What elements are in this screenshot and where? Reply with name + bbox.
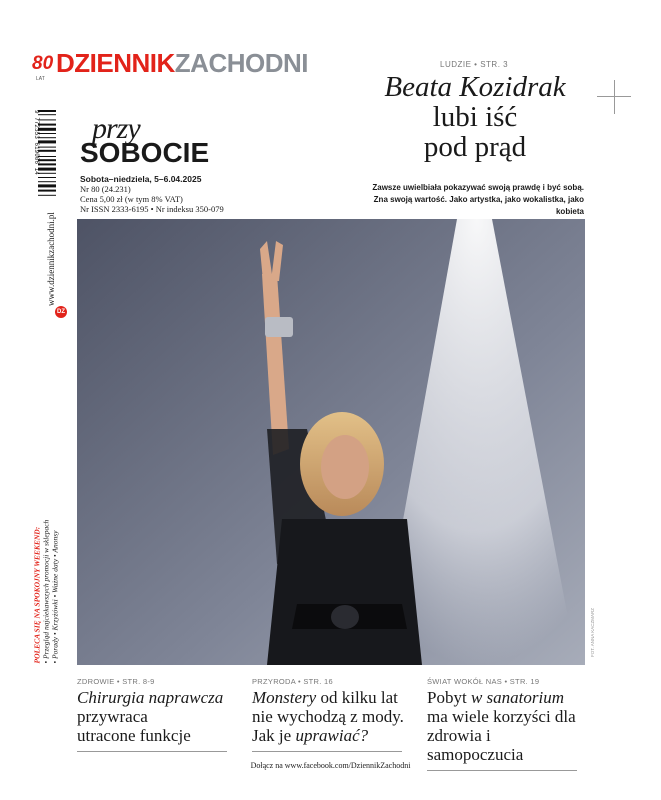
brand-part-2: ZACHODNI bbox=[174, 48, 308, 78]
headline-italic: Monstery bbox=[252, 688, 317, 707]
issue-price: Cena 5,00 zł (w tym 8% VAT) bbox=[80, 194, 183, 204]
anniversary-logo-icon bbox=[32, 51, 54, 73]
issue-issn: Nr ISSN 2333-6195 • Nr indeksu 350-079 bbox=[80, 204, 224, 214]
barcode-bar bbox=[38, 181, 56, 182]
barcode-bar bbox=[38, 184, 56, 187]
lead-line-2: Zna swoją wartość. Jako artystka, jako wokalistka, jako kobieta bbox=[373, 195, 584, 216]
dz-badge-icon: DZ bbox=[55, 306, 67, 318]
barcode-bar bbox=[38, 177, 56, 178]
supplement-title: SOBOCIE bbox=[80, 137, 210, 168]
story-kicker: PRZYRODA • STR. 16 bbox=[252, 677, 333, 686]
top-story-lead bbox=[344, 182, 584, 218]
registration-mark-v bbox=[614, 80, 615, 114]
website-url: www.dziennikzachodni.pl bbox=[46, 212, 56, 306]
story-headline bbox=[427, 688, 585, 764]
barcode-bar bbox=[38, 195, 56, 196]
photo-credit-text: FOT. ANNA KACZMARZ bbox=[590, 607, 596, 658]
photo-credit bbox=[588, 607, 598, 660]
issue-number: Nr 80 (24.231) bbox=[80, 184, 131, 194]
supplement-przy: przy bbox=[92, 112, 140, 145]
headline-line-2: lubi iść bbox=[432, 101, 518, 133]
logo-number: 80 bbox=[32, 53, 54, 73]
headline-italic: w sanatorium bbox=[470, 688, 564, 707]
headline-italic: uprawiać? bbox=[295, 726, 369, 745]
story-kicker: ZDROWIE • STR. 8-9 bbox=[77, 677, 155, 686]
cover-photo[interactable] bbox=[77, 219, 585, 665]
headline-line: zdrowia i samopoczucia bbox=[427, 726, 524, 764]
logo-caption: LAT bbox=[36, 76, 45, 82]
lead-line-1: Zawsze uwielbiała pokazywać swoją prawdę i być sobą. bbox=[372, 183, 584, 192]
headline-line: od kilku lat bbox=[316, 688, 398, 707]
barcode-bar bbox=[38, 190, 56, 192]
masthead-brand[interactable] bbox=[56, 48, 308, 79]
divider bbox=[77, 751, 227, 752]
headline-line: Jak je bbox=[252, 726, 296, 745]
headline-line: nie wychodzą z mody. bbox=[252, 707, 404, 726]
divider bbox=[252, 751, 402, 752]
issue-info bbox=[80, 174, 224, 214]
headline-name: Beata Kozidrak bbox=[384, 71, 566, 103]
headline-line: utracone funkcje bbox=[77, 726, 191, 745]
divider bbox=[427, 770, 577, 771]
headline-italic: Chirurgia naprawcza bbox=[77, 688, 224, 707]
headline-line: ma wiele korzyści dla bbox=[427, 707, 576, 726]
story-world[interactable] bbox=[427, 677, 585, 771]
brand-part-1: DZIENNIK bbox=[56, 48, 175, 78]
story-kicker: ŚWIAT WOKÓŁ NAS • STR. 19 bbox=[427, 677, 540, 686]
weekend-promo bbox=[26, 520, 66, 670]
promo-line-2: • Porady • Krzyżówki • Ważne daty • Anonsy bbox=[50, 530, 60, 664]
footer-facebook[interactable]: Dołącz na www.facebook.com/DziennikZachodni bbox=[250, 761, 411, 770]
promo-line-1: • Przegląd najciekawszych promocji w sklepach bbox=[41, 519, 51, 664]
top-story-headline[interactable] bbox=[360, 72, 590, 162]
barcode-icon bbox=[30, 108, 56, 212]
issue-date: Sobota–niedziela, 5–6.04.2025 bbox=[80, 174, 202, 184]
barcode-digits: 9 772353 619006 14 bbox=[33, 110, 40, 175]
story-headline bbox=[252, 688, 410, 745]
headline-line: przywraca bbox=[77, 707, 148, 726]
headline-line: Pobyt bbox=[427, 688, 471, 707]
story-health[interactable] bbox=[77, 677, 235, 752]
promo-heading: POLECA SIĘ NA SPOKOJNY WEEKEND: bbox=[32, 526, 42, 664]
story-headline bbox=[77, 688, 235, 745]
top-story-kicker: LUDZIE • STR. 3 bbox=[440, 60, 509, 69]
story-nature[interactable] bbox=[252, 677, 410, 752]
headline-line-3: pod prąd bbox=[423, 131, 527, 163]
